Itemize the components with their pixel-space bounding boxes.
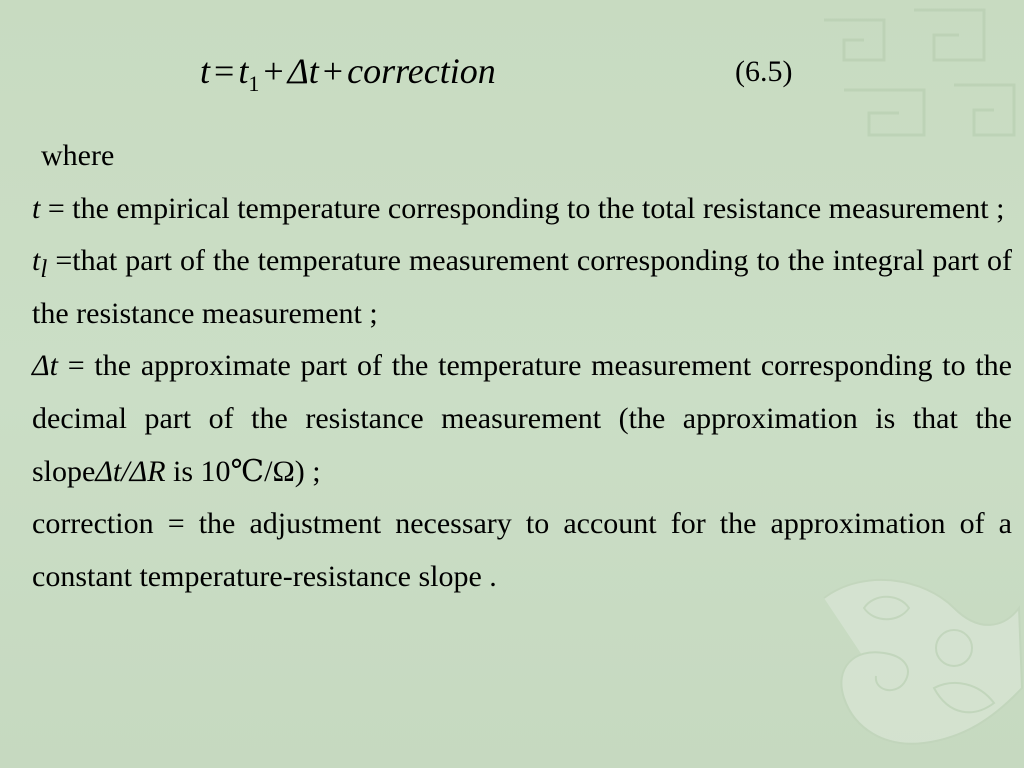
eq-delta-t: Δt <box>287 51 319 91</box>
symbol-t: t <box>32 191 41 225</box>
definition-t1-text: =that part of the temperature measurement corresponding to the integral part of the resistance measurement ; <box>32 244 1012 330</box>
slope-symbol: Δt/ΔR <box>95 454 166 488</box>
symbol-delta-t: Δt <box>32 349 58 383</box>
eq-plus-2: + <box>322 51 344 91</box>
decorative-pattern-top <box>804 0 1024 150</box>
equation-6-5 <box>200 50 496 100</box>
eq-t1-sub: 1 <box>248 71 260 97</box>
definition-delta-t-text: = the approximate part of the temperature measurement corresponding to the decimal part of the resistance measurement (the approximation is that the slope <box>32 349 1012 488</box>
eq-lhs: t <box>200 51 211 91</box>
eq-plus-1: + <box>263 51 284 91</box>
eq-correction: correction <box>347 51 496 91</box>
where-label: where <box>41 139 115 172</box>
symbol-t1-sub: l <box>40 256 48 284</box>
definition-delta-t-tail: is 10℃/Ω) ; <box>165 454 321 488</box>
definition-t <box>12 183 1012 236</box>
definitions-block <box>12 130 1012 603</box>
eq-equals: = <box>214 51 235 91</box>
definition-correction: correction = the adjustment necessary to account for the approximation of a constant temperature-resistance slope . <box>32 507 1012 593</box>
definition-delta-t <box>12 340 1012 498</box>
symbol-t1: t <box>32 244 41 278</box>
definition-t-text: = the empirical temperature corresponding to the total resistance measurement ; <box>40 191 1005 225</box>
eq-t1: t <box>238 51 249 91</box>
definition-t1 <box>12 235 1012 340</box>
equation-number: (6.5) <box>735 55 793 88</box>
